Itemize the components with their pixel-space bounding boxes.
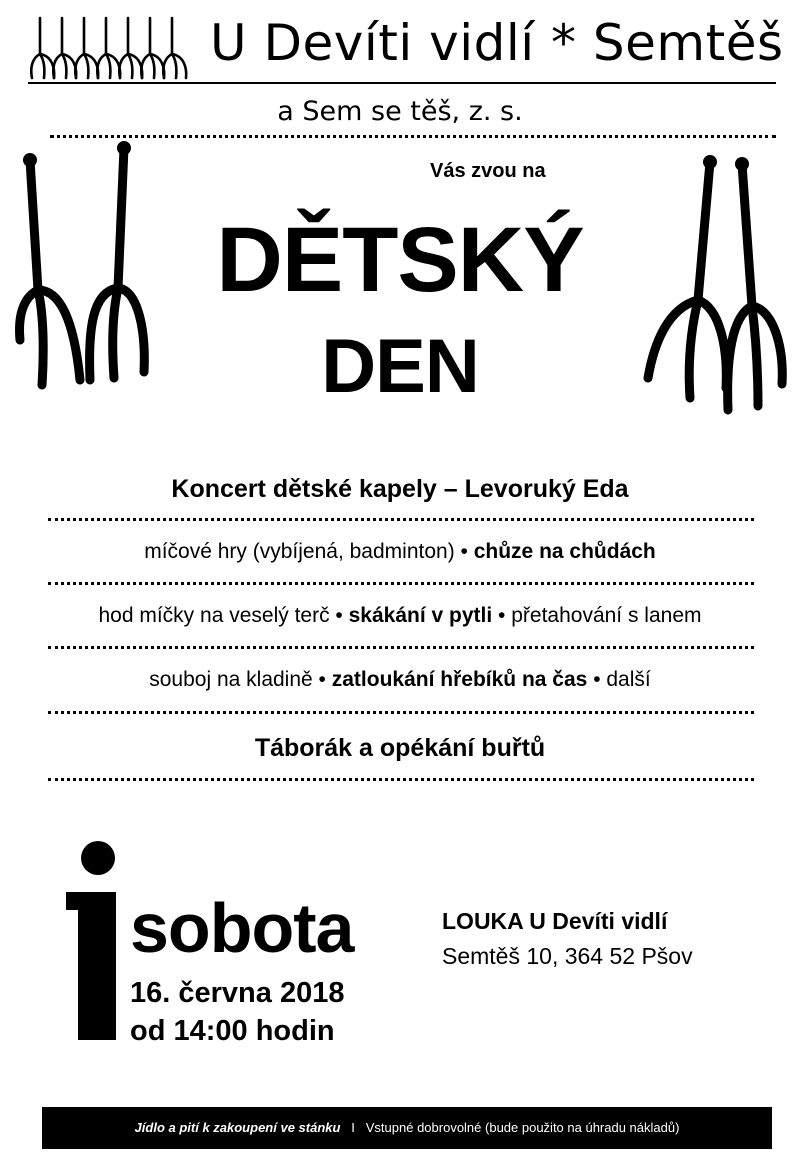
dotted-divider [48,582,754,585]
organization-subtitle: a Sem se těš, z. s. [277,96,523,127]
footer-bar [42,1107,772,1149]
dotted-divider-top [50,135,776,138]
event-venue: LOUKA U Devíti vidlí [442,908,668,934]
program-item: hod míčky na veselý terč • [98,604,343,627]
footer-separator: I [351,1120,355,1135]
footer-entry-note: Vstupné dobrovolné (bude použito na úhradu nákladů) [365,1120,680,1135]
program-campfire: Táborák a opékání buřtů [254,734,546,762]
footer-food-note: Jídlo a pití k zakoupení ve stánku [134,1120,341,1135]
event-day: sobota [130,889,354,967]
program-item: míčové hry (vybíjená, badminton) • [144,540,468,563]
dotted-divider [48,711,754,714]
pitchforks-row-icon [30,14,190,80]
event-title-line1: DĚTSKÝ [216,209,584,311]
event-date: 16. června 2018 [130,977,345,1009]
program-line-games [30,536,770,568]
program-item-highlight: skákání v pytli [348,604,493,627]
invitation-text: Vás zvou na [430,160,546,182]
program-item: • přetahování s lanem [498,604,702,627]
program-line-activities [30,600,770,632]
event-time: od 14:00 hodin [130,1015,335,1047]
info-i-icon [60,840,130,1040]
dotted-divider [48,646,754,649]
event-title-line2: DEN [321,324,479,409]
event-address: Semtěš 10, 364 52 Pšov [442,943,693,969]
dotted-divider [48,778,754,781]
header-rule [28,82,776,84]
program-item-highlight: zatloukání hřebíků na čas [331,668,588,691]
pitchforks-pair-left-icon [12,140,172,395]
program-concert: Koncert dětské kapely – Levoruký Eda [171,475,629,503]
pitchforks-pair-right-icon [632,148,796,418]
program-line-contests [30,664,770,696]
program-item-highlight: chůze na chůdách [473,540,656,563]
organization-title: U Devíti vidlí * Semtěš [210,14,784,72]
program-item: • další [593,668,651,691]
program-item: souboj na kladině • [149,668,326,691]
dotted-divider [48,518,754,521]
